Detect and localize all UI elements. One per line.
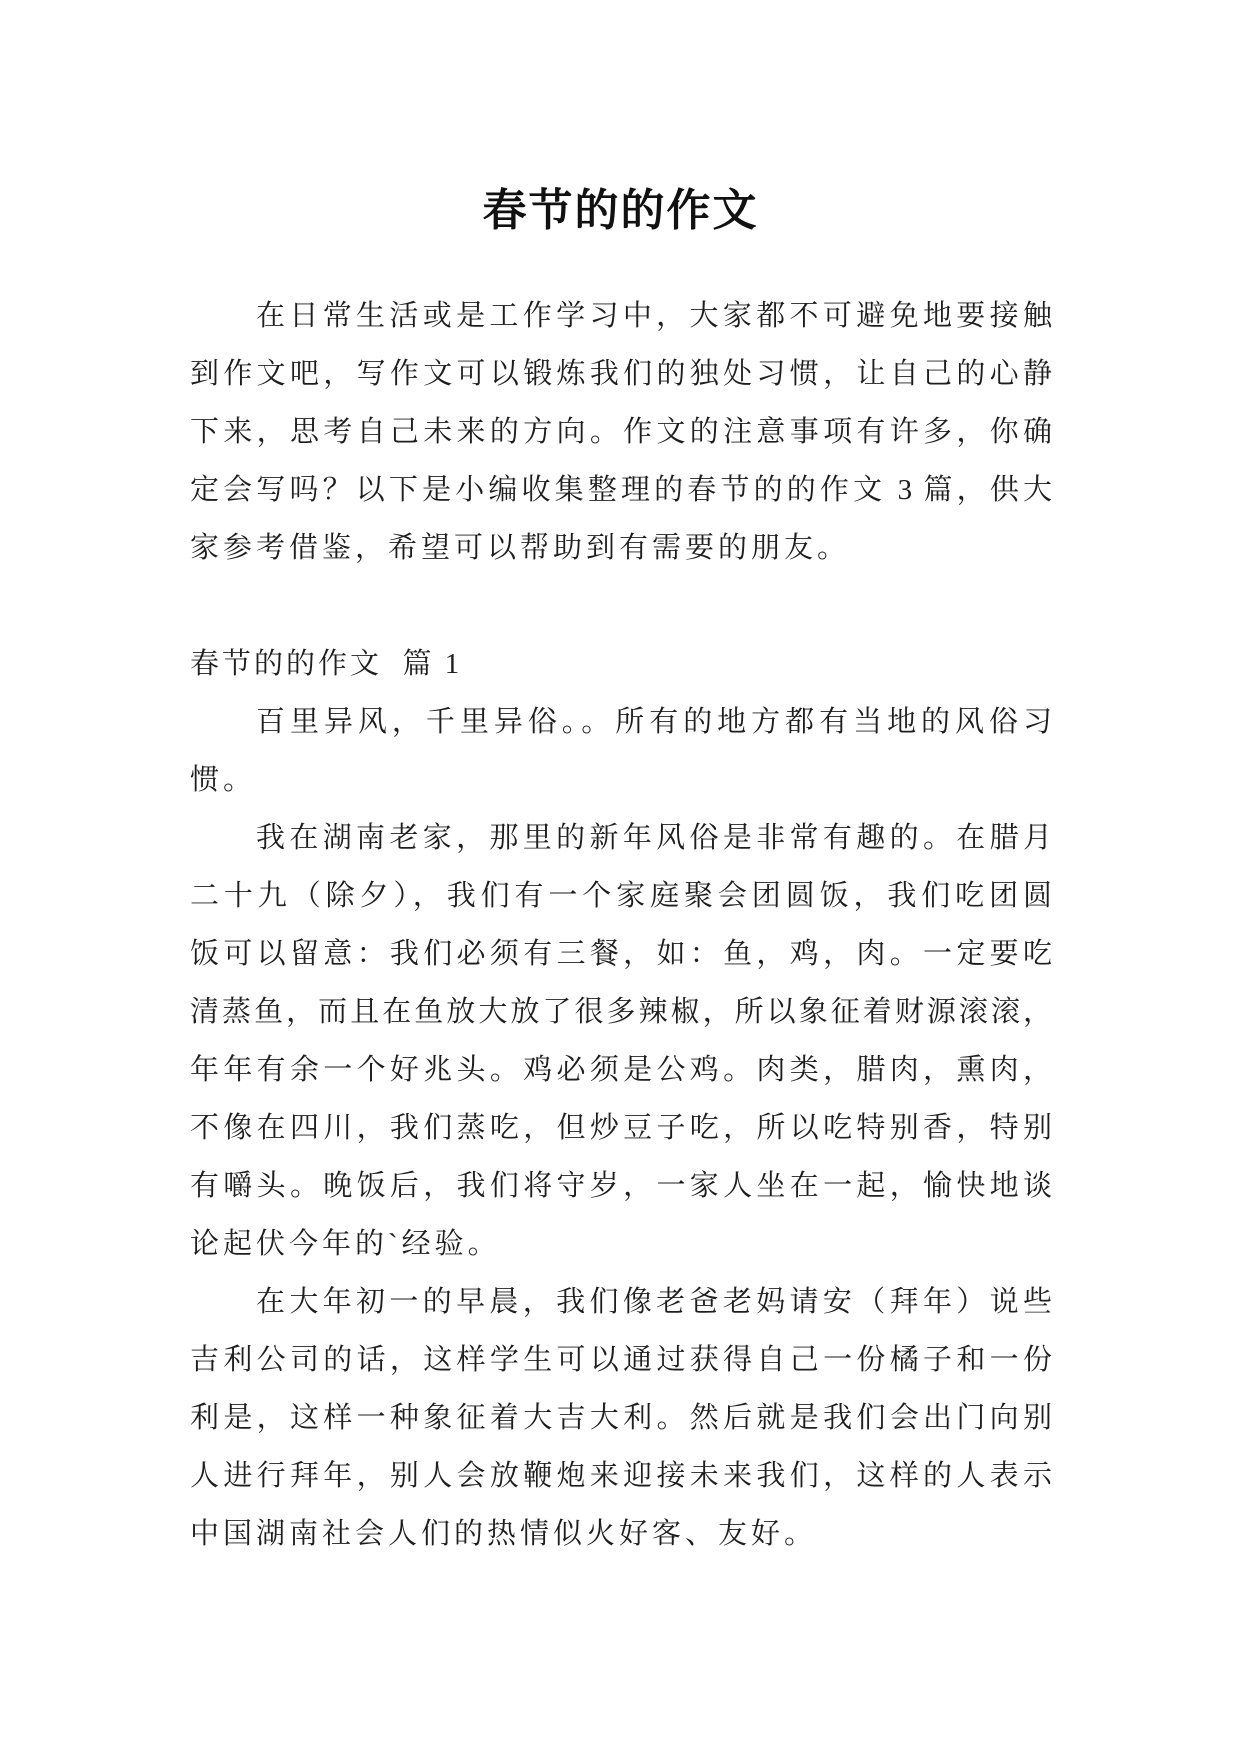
paragraph-line: 家参考借鉴，希望可以帮助到有需要的朋友。 [190,532,851,564]
paragraph-line: 惯。 [190,764,257,796]
paragraph-line: 在日常生活或是工作学习中，大家都不可避免地要接触 [256,300,1052,332]
paragraph-line: 年年有余一个好兆头。鸡必须是公鸡。肉类，腊肉，熏肉， [190,1054,1052,1086]
paragraph-line: 到作文吧，写作文可以锻炼我们的独处习惯，让自己的心静 [190,358,1052,390]
paragraph-line: 我在湖南老家，那里的新年风俗是非常有趣的。在腊月 [256,822,1052,854]
paragraph-line: 在大年初一的早晨，我们像老爸老妈请安（拜年）说些 [256,1286,1052,1318]
paragraph-line: 饭可以留意：我们必须有三餐，如：鱼，鸡，肉。一定要吃 [190,938,1052,970]
body-paragraph [190,809,1052,1273]
intro-paragraph [190,287,1052,577]
paragraph-line: 吉利公司的话，这样学生可以通过获得自己一份橘子和一份 [190,1344,1052,1376]
paragraph-line: 清蒸鱼，而且在鱼放大放了很多辣椒，所以象征着财源滚滚， [190,996,1052,1028]
paragraph-line: 二十九（除夕），我们有一个家庭聚会团圆饭，我们吃团圆 [190,880,1052,912]
page-title: 春节的的作文 [482,186,759,236]
paragraph-line: 利是，这样一种象征着大吉大利。然后就是我们会出门向别 [190,1402,1052,1434]
paragraph-line: 百里异风，千里异俗。。所有的地方都有当地的风俗习 [256,706,1052,738]
document-body [190,287,1052,1563]
paragraph-line: 定会写吗？以下是小编收集整理的春节的的作文 3 篇，供大 [190,474,1052,506]
paragraph-line: 下来，思考自己未来的方向。作文的注意事项有许多，你确 [190,416,1052,448]
paragraph-line: 中国湖南社会人们的热情似火好客、友好。 [190,1518,818,1550]
section-heading: 春节的的作文 篇 1 [190,648,463,680]
paragraph-line: 不像在四川，我们蒸吃，但炒豆子吃，所以吃特别香，特别 [190,1112,1052,1144]
blank-line [190,577,1052,635]
paragraph-line: 人进行拜年，别人会放鞭炮来迎接未来我们，这样的人表示 [190,1460,1052,1492]
paragraph-line: 有嚼头。晚饭后，我们将守岁，一家人坐在一起，愉快地谈 [190,1170,1052,1202]
body-paragraph [190,693,1052,809]
paragraph-line: 论起伏今年的`经验。 [190,1228,501,1260]
body-paragraph [190,1273,1052,1563]
